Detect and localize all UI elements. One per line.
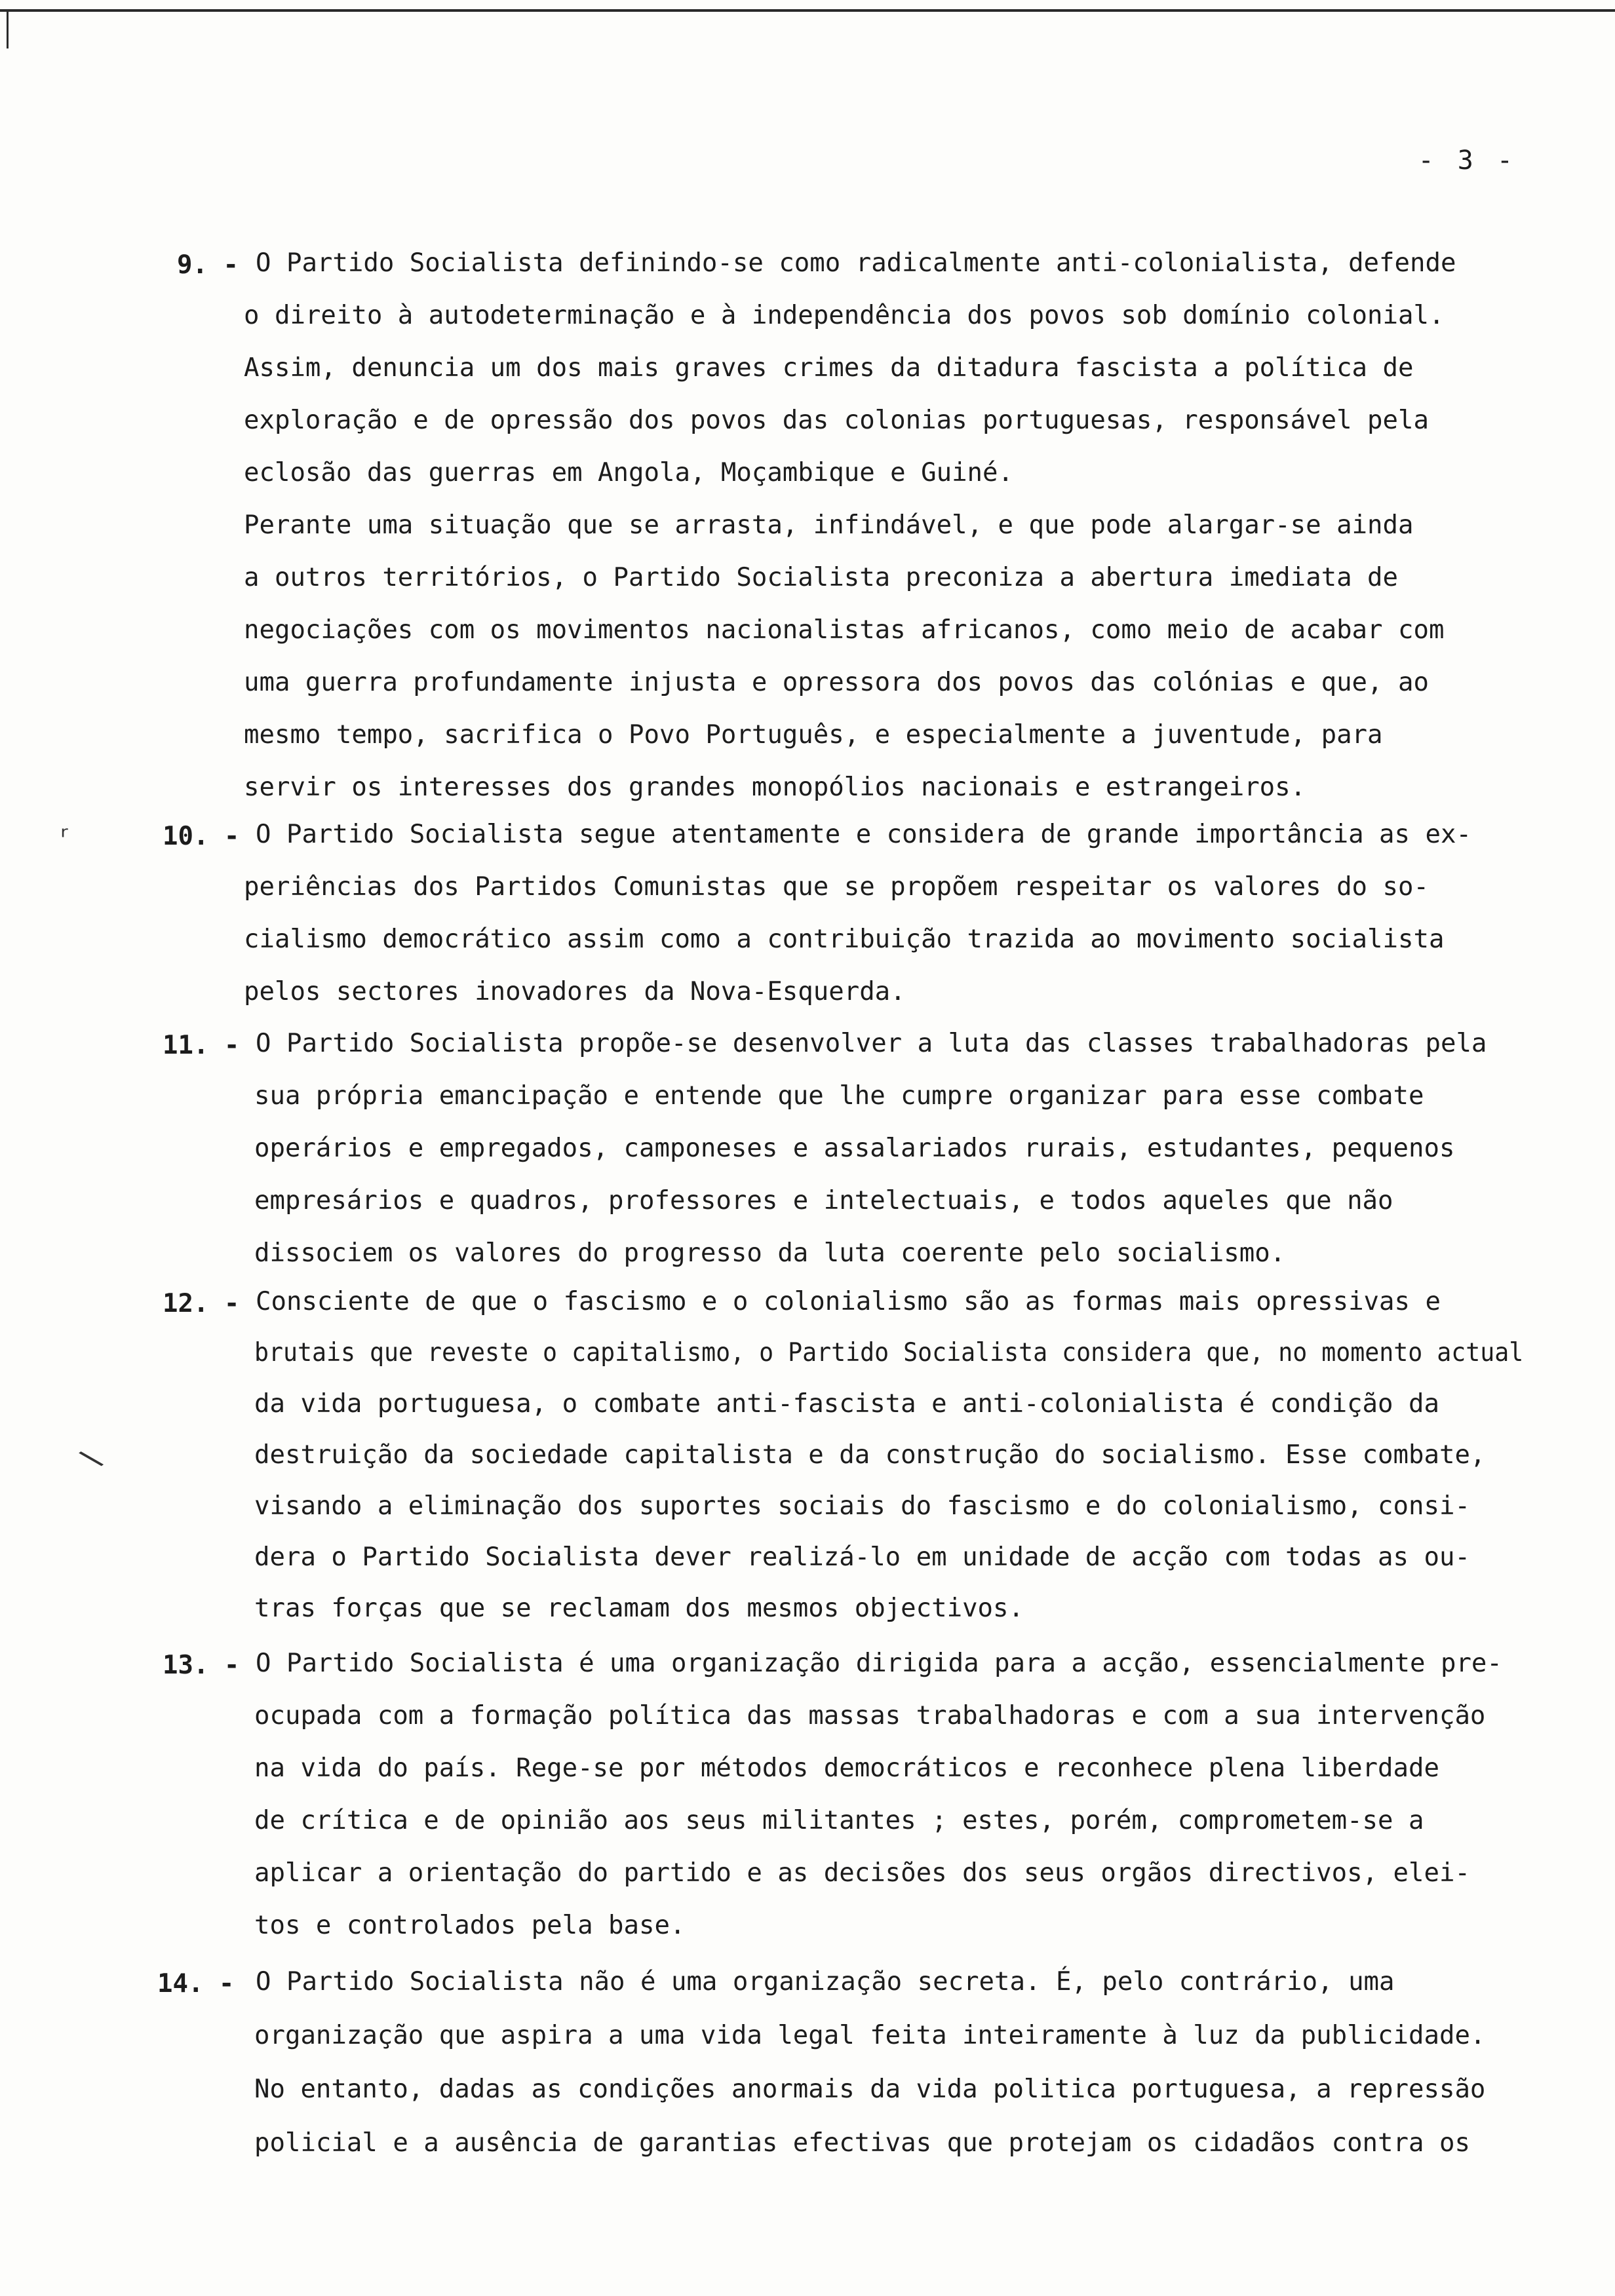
paragraph-line: uma guerra profundamente injusta e opressora dos povos das colónias e que, ao — [244, 668, 1429, 697]
paragraph-line: sua própria emancipação e entende que lhe cumpre organizar para esse combate — [254, 1081, 1424, 1111]
paragraph-number: 10. - — [163, 822, 240, 851]
paragraph-line: O Partido Socialista não é uma organização secreta. É, pelo contrário, uma — [256, 1967, 1395, 1997]
paragraph-line: Consciente de que o fascismo e o colonialismo são as formas mais opressivas e — [256, 1287, 1441, 1316]
paragraph-line: mesmo tempo, sacrifica o Povo Português, e especialmente a juventude, para — [244, 720, 1383, 750]
paragraph-line: o direito à autodeterminação e à independência dos povos sob domínio colonial. — [244, 301, 1445, 330]
paragraph-line: a outros territórios, o Partido Socialista preconiza a abertura imediata de — [244, 563, 1398, 592]
paragraph-line: policial e a ausência de garantias efectivas que protejam os cidadãos contra os — [254, 2128, 1470, 2158]
paragraph-number: 9. - — [177, 250, 239, 280]
paragraph-line: Assim, denuncia um dos mais graves crimes da ditadura fascista a política de — [244, 353, 1414, 383]
paragraph-line: tos e controlados pela base. — [254, 1911, 686, 1940]
margin-tick-mark: ʳ — [56, 820, 74, 854]
paragraph-line: tras forças que se reclamam dos mesmos objectivos. — [254, 1594, 1024, 1623]
paragraph-line: destruição da sociedade capitalista e da construção do socialismo. Esse combate, — [254, 1440, 1486, 1470]
paragraph-number: 12. - — [163, 1289, 240, 1318]
paragraph-number: 13. - — [163, 1651, 240, 1680]
paragraph-line: Perante uma situação que se arrasta, infindável, e que pode alargar-se ainda — [244, 510, 1414, 540]
margin-slash-mark: \ — [74, 1440, 108, 1477]
paragraph-number: 14. - — [157, 1969, 235, 1999]
paragraph-line: visando a eliminação dos suportes sociais do fascismo e do colonialismo, consi- — [254, 1491, 1470, 1521]
paragraph-line: exploração e de opressão dos povos das colonias portuguesas, responsável pela — [244, 406, 1429, 435]
paragraph-line: cialismo democrático assim como a contribuição trazida ao movimento socialista — [244, 925, 1445, 954]
paragraph-line: O Partido Socialista definindo-se como radicalmente anti-colonialista, defende — [256, 248, 1456, 278]
paragraph-line: organização que aspira a uma vida legal feita inteiramente à luz da publicidade. — [254, 2021, 1486, 2050]
page-number: - 3 - — [1418, 145, 1517, 176]
paragraph-line: O Partido Socialista propõe-se desenvolver a luta das classes trabalhadoras pela — [256, 1029, 1487, 1058]
paragraph-line: dissociem os valores do progresso da luta coerente pelo socialismo. — [254, 1238, 1286, 1268]
paragraph-line: na vida do país. Rege-se por métodos democráticos e reconhece plena liberdade — [254, 1753, 1439, 1783]
paragraph-line: aplicar a orientação do partido e as decisões dos seus orgãos directivos, elei- — [254, 1858, 1470, 1888]
paragraph-line: ocupada com a formação política das massas trabalhadoras e com a sua intervenção — [254, 1701, 1486, 1731]
paragraph-line: empresários e quadros, professores e intelectuais, e todos aqueles que não — [254, 1186, 1393, 1215]
paragraph-line: brutais que reveste o capitalismo, o Partido Socialista considera que, no momento actual — [254, 1338, 1524, 1368]
scan-border-top — [0, 9, 1615, 12]
scan-border-left — [7, 9, 9, 48]
paragraph-number: 11. - — [163, 1031, 240, 1060]
paragraph-line: servir os interesses dos grandes monopólios nacionais e estrangeiros. — [244, 773, 1306, 802]
paragraph-line: periências dos Partidos Comunistas que se propõem respeitar os valores do so- — [244, 872, 1429, 902]
paragraph-line: No entanto, dadas as condições anormais da vida politica portuguesa, a repressão — [254, 2075, 1486, 2104]
paragraph-line: O Partido Socialista segue atentamente e considera de grande importância as ex- — [256, 820, 1471, 849]
paragraph-line: negociações com os movimentos nacionalistas africanos, como meio de acabar com — [244, 615, 1445, 645]
paragraph-line: da vida portuguesa, o combate anti-fascista e anti-colonialista é condição da — [254, 1389, 1439, 1419]
paragraph-line: O Partido Socialista é uma organização dirigida para a acção, essencialmente pre- — [256, 1649, 1502, 1678]
paragraph-line: eclosão das guerras em Angola, Moçambique e Guiné. — [244, 458, 1013, 488]
paragraph-line: dera o Partido Socialista dever realizá-lo em unidade de acção com todas as ou- — [254, 1542, 1470, 1572]
paragraph-line: de crítica e de opinião aos seus militantes ; estes, porém, comprometem-se a — [254, 1806, 1424, 1835]
paragraph-line: operários e empregados, camponeses e assalariados rurais, estudantes, pequenos — [254, 1134, 1455, 1163]
paragraph-line: pelos sectores inovadores da Nova-Esquerda. — [244, 977, 906, 1006]
